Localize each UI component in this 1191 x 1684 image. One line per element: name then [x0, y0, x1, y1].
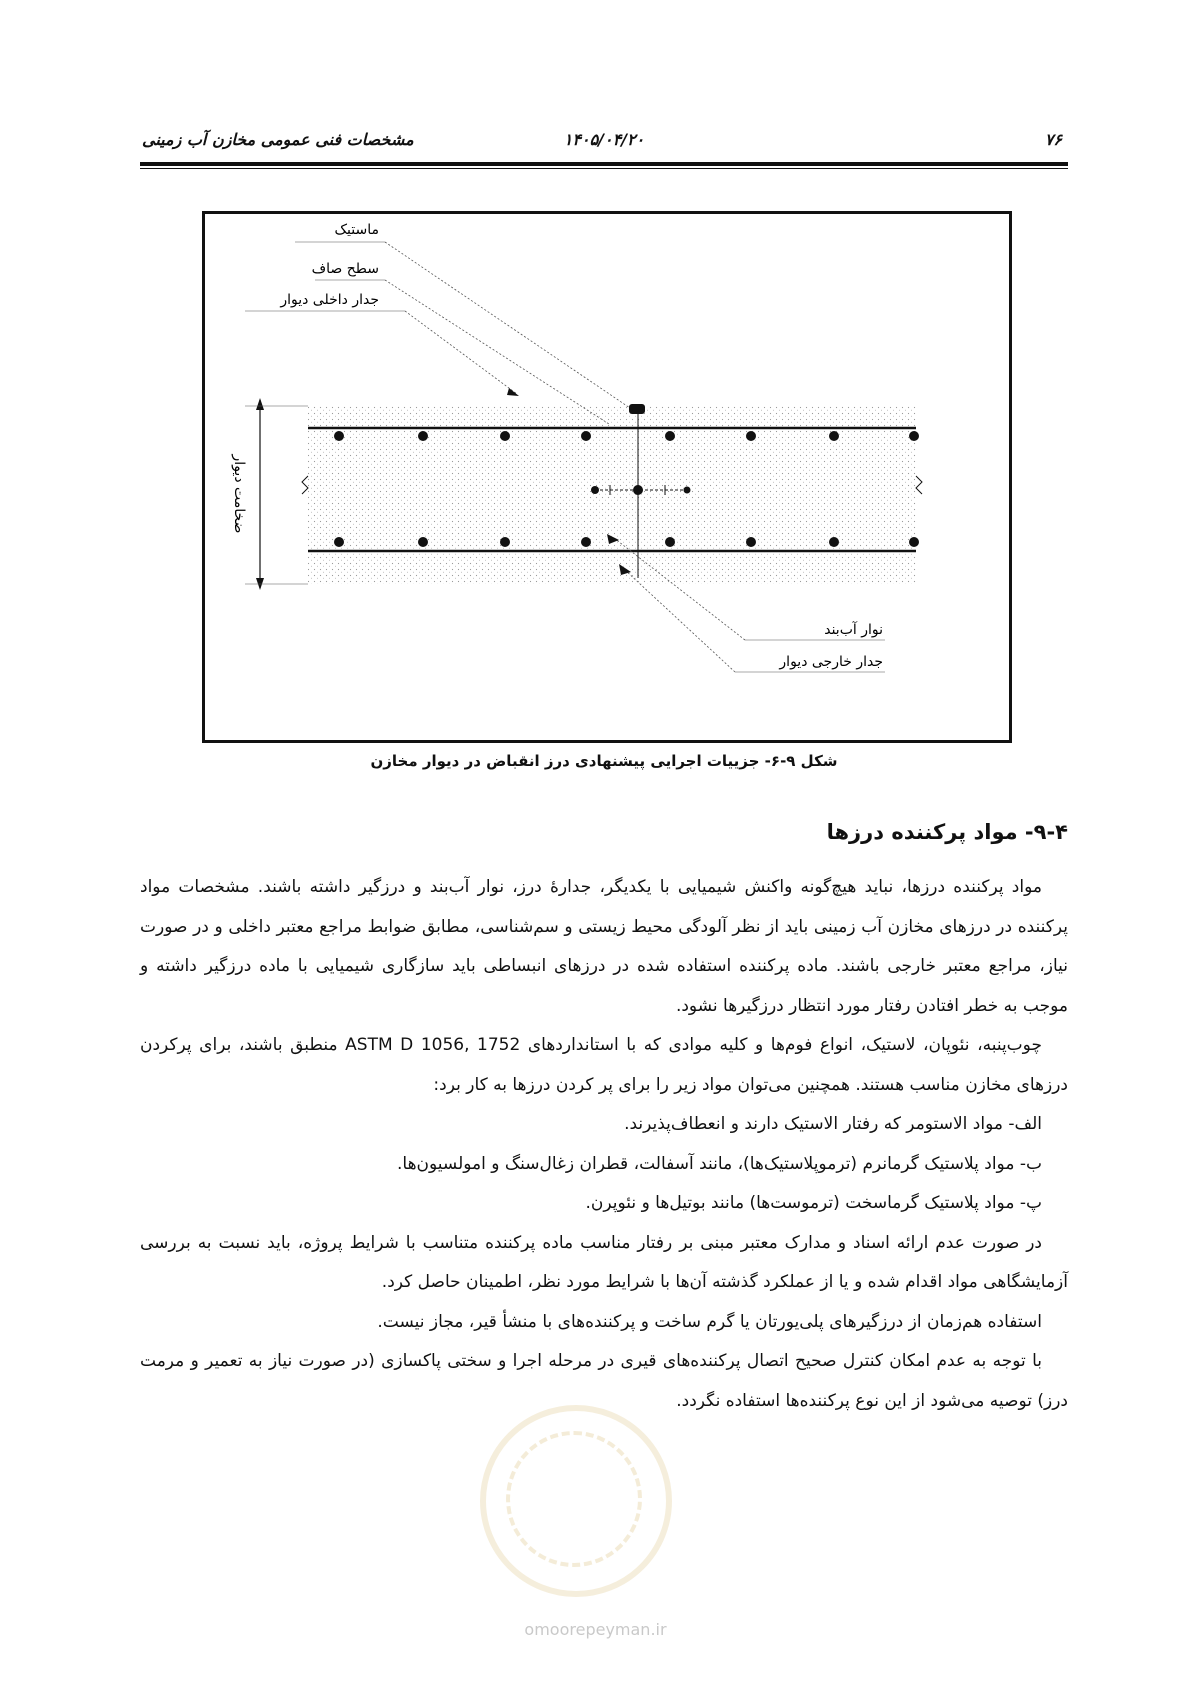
wall-concrete — [308, 406, 916, 584]
paragraph: مواد پرکننده درزها، نباید هیچ‌گونه واکنش شیمیایی با یکدیگر، جدارهٔ درز، نوار آب‌بند و درزگیر داشته باشند. مشخصات مواد پرکننده در درزهای مخازن آب زمینی باید از نظر آلودگی محیط زیستی و سم‌شناسی، مطابق ضوابط مراجع معتبر داخلی و در صورت نیاز، مراجع معتبر خارجی باشند. ماده پرکننده استفاده شده در درزهای انبساطی باید سازگاری شیمیایی با ماده درزگیر داشته و موجب به خطر افتادن رفتار مورد انتظار درزگیرها نشود. — [140, 877, 1068, 1016]
watermark-seal — [480, 1405, 672, 1597]
outer-wall-label: جدار خارجی دیوار — [779, 654, 883, 670]
list-item: پ- مواد پلاستیک گرماسخت (ترموست‌ها) مانند بوتیل‌ها و نئوپرن. — [585, 1193, 1042, 1213]
body-text — [140, 868, 1068, 1421]
list-item: ب- مواد پلاستیک گرمانرم (ترموپلاستیک‌ها)، مانند آسفالت، قطران زغال‌سنگ و امولسیون‌ها. — [396, 1153, 1042, 1174]
smooth-surface-label: سطح صاف — [311, 261, 379, 277]
site-watermark: omoorepeyman.ir — [524, 1620, 667, 1639]
mastic-seal — [629, 404, 645, 414]
break-mark-right — [916, 476, 922, 494]
header-rule-thick — [140, 162, 1068, 166]
header-rule-thin — [140, 168, 1068, 169]
joint-detail-drawing — [205, 214, 1009, 740]
header-date: ۱۴۰۵/۰۴/۲۰ — [563, 130, 645, 149]
waterstop-label: نوار آب‌بند — [824, 622, 883, 638]
section-heading: ۹-۴- مواد پرکننده درزها — [826, 820, 1068, 844]
page-header — [140, 130, 1068, 164]
mastic-label: ماستیک — [334, 222, 379, 238]
break-mark-left — [302, 476, 308, 494]
paragraph: چوب‌پنبه، نئوپان، لاستیک، انواع فوم‌ها و کلیه موادی که با استانداردهای ASTM D 1056, 1752 منطبق باشند، برای پرکردن درزهای مخازن مناسب هستند. همچنین می‌توان مواد زیر را برای پر کردن درزها به کار برد: — [140, 1035, 1068, 1095]
paragraph: استفاده هم‌زمان از درزگیرهای پلی‌یورتان یا گرم ساخت و پرکننده‌های با منشأ قیر، مجاز نیست. — [377, 1311, 1042, 1332]
header-title: مشخصات فنی عمومی مخازن آب زمینی — [142, 130, 414, 149]
paragraph: در صورت عدم ارائه اسناد و مدارک معتبر مبنی بر رفتار مناسب ماده پرکننده متناسب با شرایط پروژه، باید نسبت به بررسی آزمایشگاهی مواد اقدام شده و یا از عملکرد گذشته آن‌ها با شرایط مورد نظر، اطمینان حاصل کرد. — [140, 1232, 1068, 1292]
joint-detail-figure — [202, 211, 1012, 743]
figure-caption: شکل ۹-۶- جزییات اجرایی پیشنهادی درز انقباض در دیوار مخازن — [370, 752, 838, 770]
page-number: ۷۶ — [1044, 130, 1062, 149]
paragraph: با توجه به عدم امکان کنترل صحیح اتصال پرکننده‌های قیری در مرحله اجرا و سختی پاکسازی (در صورت نیاز به تعمیر و مرمت درز) توصیه می‌شود از این نوع پرکننده‌ها استفاده نگردد. — [140, 1351, 1068, 1411]
inner-wall-label: جدار داخلی دیوار — [280, 292, 379, 308]
thickness-label: ضخامت دیوار — [231, 454, 247, 534]
list-item: الف- مواد الاستومر که رفتار الاستیک دارند و انعطاف‌پذیرند. — [624, 1114, 1042, 1134]
